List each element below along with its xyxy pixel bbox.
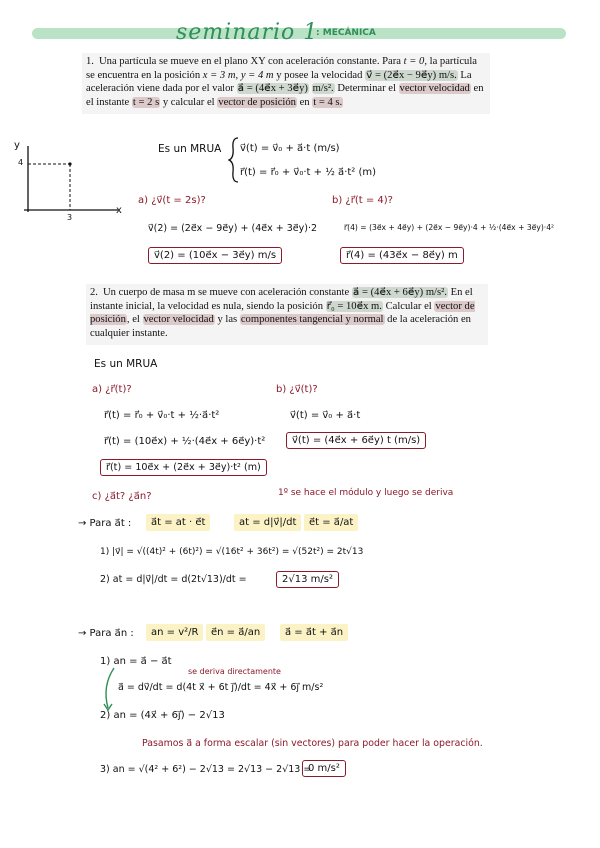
para-an-label: → Para a⃗n : (78, 628, 134, 639)
sol1-intro: Es un MRUA (158, 143, 222, 155)
sol2-a-line2: r⃗(t) = (10e⃗x) + ½·(4e⃗x + 6e⃗y)·t² (104, 436, 266, 447)
graph-x-label: x (116, 205, 122, 216)
page-title: seminario 1 (176, 20, 319, 45)
et-definition: e⃗t = a⃗/at (304, 514, 358, 531)
problem-1-statement: 1. Una partícula se mueve en el plano XY con aceleración constante. Para t = 0, la partícula se encuentra en la posición x = 3 m, y = 4 m y posee la velocidad v⃗ = (2e⃗x − 9e⃗y) m/s. La aceleración viene dada por el valor a⃗ = (4e⃗x + 3e⃗y) m/s². Determinar el vector velocidad en el instante t = 2 s y calcular el vector de posición en t = 4 s. (82, 53, 490, 114)
an-step-2: 2) an = (4x⃗ + 6ȷ⃗) − 2√13 (100, 710, 225, 721)
sol2-intro: Es un MRUA (94, 358, 158, 370)
graph-tick-4: 4 (18, 158, 24, 167)
sol1-question-a: a) ¿v⃗(t = 2s)? (138, 195, 206, 206)
an-derivative: a⃗ = dv⃗/dt = d(4t x⃗ + 6t ȷ⃗)/dt = 4x⃗ + 6ȷ⃗ m/s² (118, 682, 324, 693)
at-step-1: 1) |v⃗| = √((4t)² + (6t)²) = √(16t² + 36t²) = √(52t²) = 2t√13 (100, 547, 364, 557)
sol1-calc-b: r⃗(4) = (3e⃗x + 4e⃗y) + (2e⃗x − 9e⃗y)·4 + ½·(4e⃗x + 3e⃗y)·4² (344, 223, 555, 232)
an-step-1: 1) an = a⃗ − a⃗t (100, 656, 172, 667)
sol1-velocity-eq: v⃗(t) = v⃗₀ + a⃗·t (m/s) (240, 143, 340, 154)
sol2-b-result: v⃗(t) = (4e⃗x + 6e⃗y) t (m/s) (286, 432, 426, 449)
an-step-3: 3) an = √(4² + 6²) − 2√13 = 2√13 − 2√13 = (100, 764, 312, 775)
an-note-derive: se deriva directamente (188, 667, 281, 676)
a-sum-definition: a⃗ = a⃗t + a⃗n (280, 624, 348, 641)
sol1-result-b: r⃗(4) = (43e⃗x − 8e⃗y) m (340, 247, 464, 264)
at-definition: a⃗t = at · e⃗t (146, 514, 210, 531)
sol1-question-b: b) ¿r⃗(t = 4)? (332, 195, 393, 206)
problem-2-statement: 2. Un cuerpo de masa m se mueve con aceleración constante a⃗ = (4e⃗x + 6e⃗y) m/s². En el instante inicial, la velocidad es nula, siendo la posición r⃗₀ = 10e⃗x m. Calcular el vector de posición, el vector velocidad y las componentes tangencial y normal de la aceleración en cualquier instante. (86, 284, 488, 345)
page-subtitle: : MECÁNICA (316, 28, 376, 38)
en-definition: e⃗n = a⃗/an (206, 624, 265, 641)
at-step-2: 2) at = d|v⃗|/dt = d(2t√13)/dt = (100, 574, 247, 585)
sol2-question-c: c) ¿a⃗t? ¿a⃗n? (92, 491, 152, 502)
graph-tick-3: 3 (67, 213, 73, 222)
an-comment: Pasamos a⃗ a forma escalar (sin vectores) para poder hacer la operación. (142, 738, 483, 749)
at-result: 2√13 m/s² (276, 571, 339, 588)
graph-y-label: y (14, 140, 20, 151)
sol2-a-line1: r⃗(t) = r⃗₀ + v⃗₀·t + ½·a⃗·t² (104, 410, 220, 421)
at-modulus-definition: at = d|v⃗|/dt (234, 514, 301, 531)
sol2-note-module: 1º se hace el módulo y luego se deriva (278, 488, 454, 498)
sol2-question-a: a) ¿r⃗(t)? (92, 384, 132, 395)
brace-icon (228, 136, 240, 184)
para-at-label: → Para a⃗t : (78, 518, 132, 529)
sol2-b-line1: v⃗(t) = v⃗₀ + a⃗·t (290, 410, 361, 421)
sol2-question-b: b) ¿v⃗(t)? (276, 384, 318, 395)
curved-arrow-icon (100, 664, 118, 714)
sol1-calc-a: v⃗(2) = (2e⃗x − 9e⃗y) + (4e⃗x + 3e⃗y)·2 (148, 223, 318, 234)
sol1-position-eq: r⃗(t) = r⃗₀ + v⃗₀·t + ½ a⃗·t² (m) (240, 167, 377, 178)
an-definition: an = v²/R (146, 624, 203, 641)
sol1-result-a: v⃗(2) = (10e⃗x − 3e⃗y) m/s (148, 247, 282, 264)
an-result: 0 m/s² (302, 760, 346, 777)
sol2-a-result: r⃗(t) = 10e⃗x + (2e⃗x + 3e⃗y)·t² (m) (100, 459, 267, 476)
